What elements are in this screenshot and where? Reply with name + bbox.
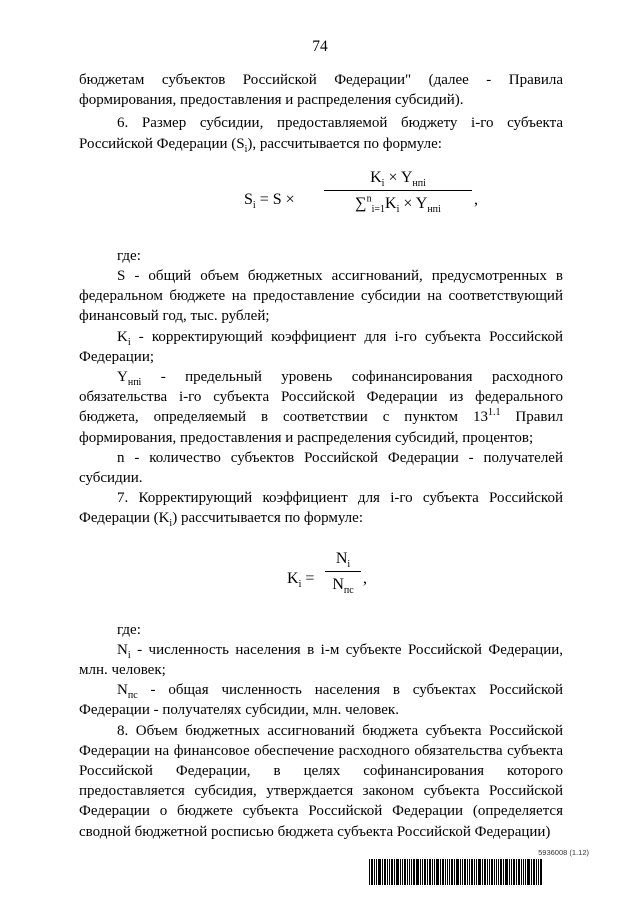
- formula-comma: ,: [474, 190, 478, 208]
- paragraph-item-6: 6. Размер субсидии, предоставляемой бюджету i-го субъекта Российской Федерации $(S_i)$, рассчитывается по формуле:: [79, 115, 563, 155]
- formula2-numerator: $N_i$: [335, 549, 351, 570]
- formula2-fraction: [325, 549, 361, 595]
- document-body: [79, 70, 563, 842]
- barcode-bars: [369, 859, 589, 885]
- barcode-caption: 5936008 (1.12): [538, 848, 589, 857]
- definition-n: n - количество субъектов Российской Федерации - получателей субсидии.: [79, 449, 563, 487]
- formula-lhs: $S_i = S$ ×: [244, 190, 295, 211]
- where-label: где:: [117, 247, 141, 264]
- definition-ni: $N_i$ - численность населения в i-м субъекте Российской Федерации, млн. человек;: [79, 641, 563, 679]
- formula2-lhs: $K_i$ =: [287, 569, 315, 590]
- definition-nps: $N_{пс}$ - общая численность населения в субъектах Российской Федерации - получателях субсидии, млн. человек.: [79, 682, 563, 719]
- formula-denominator: $\sum^n_{i=1}K_i \times Y_{нпi}$: [324, 190, 472, 214]
- definition-k: $K_i$ - корректирующий коэффициент для i-го субъекта Российской Федерации;: [79, 328, 563, 365]
- definition-y: $Y_{нпi}$ - предельный уровень софинансирования расходного обязательства i-го субъекта Российской Федерации из федерального бюджета, определяемый в соответствии с пунктом $13^{1.1}$ Правил формирования, предоставления и распределения субсидий, процентов;: [79, 369, 563, 446]
- formula2-denominator: $N_{пс}$: [325, 571, 361, 595]
- coefficient-formula: [79, 529, 563, 614]
- paragraph-continuation: бюджетам субъектов Российской Федерации" (далее - Правила формирования, предоставления и распределения субсидий).: [79, 72, 563, 109]
- subsidy-formula: [79, 154, 563, 234]
- paragraph-item-7: 7. Корректирующий коэффициент для i-го субъекта Российской Федерации $(K_i)$ рассчитывается по формуле:: [79, 490, 563, 530]
- definition-s: S - общий объем бюджетных ассигнований, предусмотренных в федеральном бюджете на предоставление субсидии на соответствующий финансовый год, тыс. рублей;: [79, 268, 563, 325]
- where-label-2: где:: [117, 621, 141, 638]
- formula-fraction: [324, 168, 472, 214]
- formula2-comma: ,: [363, 569, 367, 587]
- page-number: 74: [312, 38, 328, 55]
- formula-numerator: $K_i \times Y_{нпi}$: [370, 168, 426, 189]
- paragraph-item-8: 8. Объем бюджетных ассигнований бюджета субъекта Российской Федерации на финансовое обеспечение расходного обязательства субъекта Российской Федерации, в целях софинансирования которого предоставляется субсидия, утверждается законом субъекта Российской Федерации о бюджете субъекта Российской Федерации (определяется сводной бюджетной росписью бюджета субъекта Российской Федерации): [79, 722, 563, 840]
- document-barcode: [369, 848, 589, 886]
